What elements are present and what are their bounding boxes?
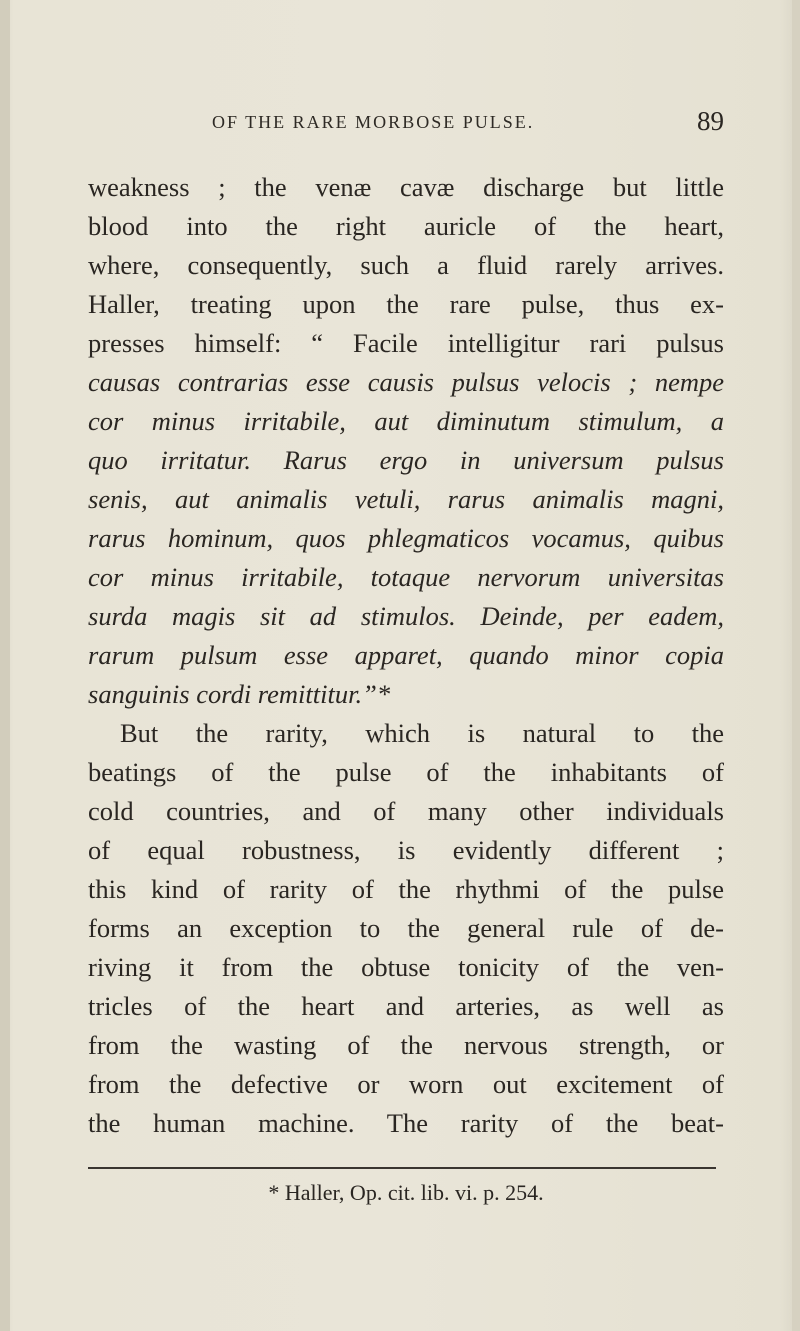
quoted-latin-line: cor minus irritabile, aut diminutum stimulum, a <box>88 406 724 436</box>
text-line: forms an exception to the general rule of de- <box>88 913 724 943</box>
text-line: from the wasting of the nervous strength, or <box>88 1030 724 1060</box>
quoted-latin-line: quo irritatur. Rarus ergo in universum pulsus <box>88 445 724 475</box>
body-text <box>88 168 724 1143</box>
text-line: cold countries, and of many other individuals <box>88 796 724 826</box>
text-line: the human machine. The rarity of the beat- <box>88 1108 724 1138</box>
quoted-latin-line: rarus hominum, quos phlegmaticos vocamus, quibus <box>88 523 724 553</box>
quoted-latin-line: sanguinis cordi remittitur.”* <box>88 679 391 709</box>
text-line: where, consequently, such a fluid rarely arrives. <box>88 250 724 280</box>
page-edge-left <box>0 0 10 1331</box>
text-line: this kind of rarity of the rhythmi of the pulse <box>88 874 724 904</box>
text-line: Haller, treating upon the rare pulse, thus ex- <box>88 289 724 319</box>
page-number: 89 <box>697 106 724 136</box>
footnote: * Haller, Op. cit. lib. vi. p. 254. <box>268 1180 544 1205</box>
text-line: beatings of the pulse of the inhabitants of <box>88 757 724 787</box>
text-line: weakness ; the venæ cavæ discharge but little <box>88 172 724 202</box>
running-title: OF THE RARE MORBOSE PULSE. <box>212 112 535 132</box>
text-line: of equal robustness, is evidently different ; <box>88 835 724 865</box>
quoted-latin-line: cor minus irritabile, totaque nervorum universitas <box>88 562 724 592</box>
quoted-latin-line: rarum pulsum esse apparet, quando minor copia <box>88 640 724 670</box>
text-line: presses himself: “ Facile intelligitur rari pulsus <box>88 328 724 358</box>
text-line: riving it from the obtuse tonicity of the ven- <box>88 952 724 982</box>
quoted-latin-line: senis, aut animalis vetuli, rarus animalis magni, <box>88 484 724 514</box>
quoted-latin-line: surda magis sit ad stimulos. Deinde, per eadem, <box>88 601 724 631</box>
text-line: from the defective or worn out excitement of <box>88 1069 724 1099</box>
text-line: blood into the right auricle of the heart, <box>88 211 724 241</box>
text-line: tricles of the heart and arteries, as well as <box>88 991 724 1021</box>
page-edge-right <box>792 0 800 1331</box>
paragraph-start-line: But the rarity, which is natural to the <box>120 718 724 748</box>
running-head <box>88 106 724 140</box>
quoted-latin-line: causas contrarias esse causis pulsus velocis ; nempe <box>88 367 724 397</box>
footnote-rule <box>88 1167 716 1169</box>
